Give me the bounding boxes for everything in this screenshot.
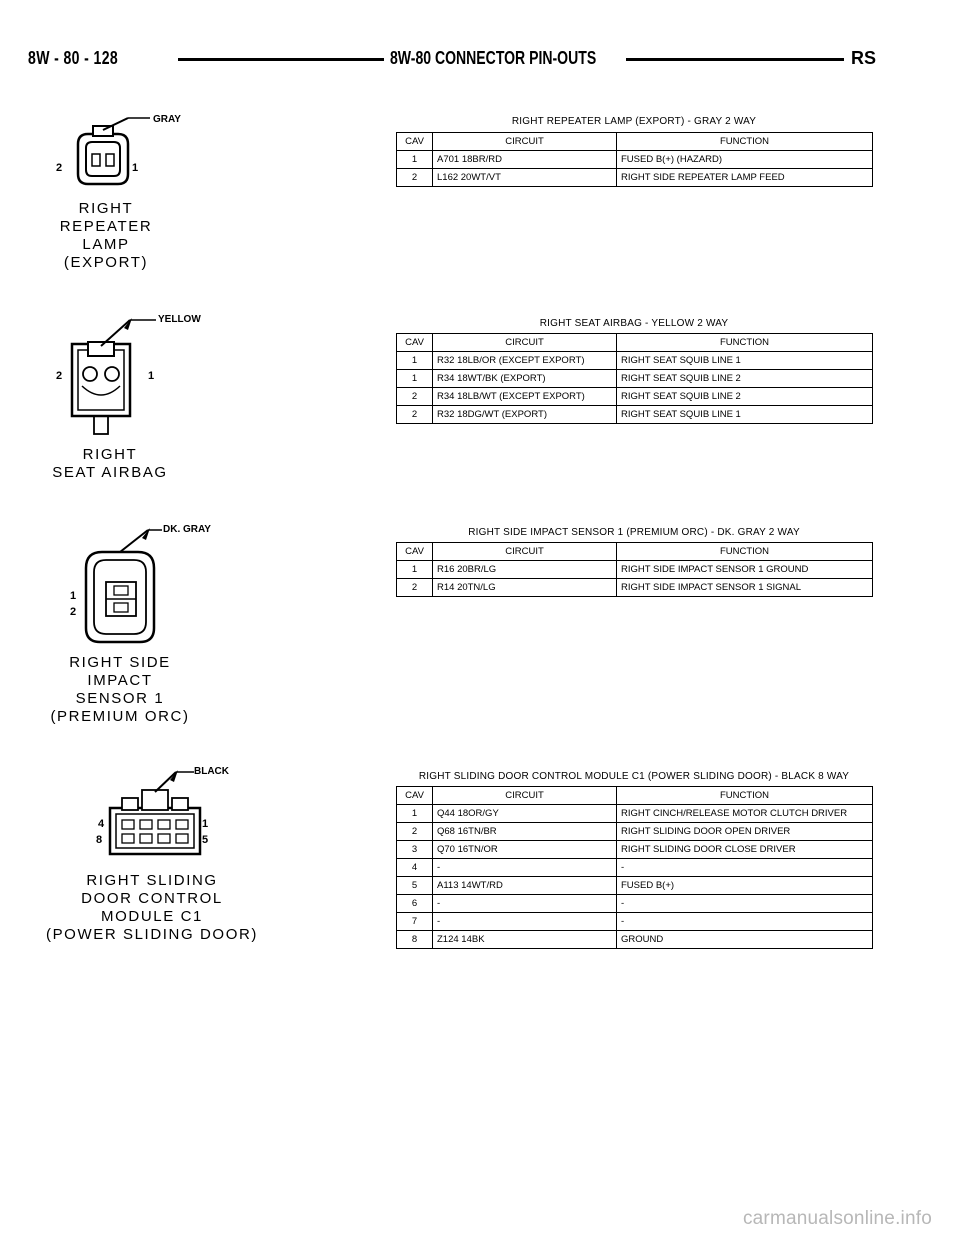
page-header [28, 44, 876, 68]
circuit-cell: Z124 14BK [433, 931, 617, 949]
cavity-cell: 2 [397, 169, 433, 187]
cavity-cell: 1 [397, 352, 433, 370]
cavity-cell: 8 [397, 931, 433, 949]
circuit-cell: - [433, 913, 617, 931]
column-header: FUNCTION [617, 543, 873, 561]
pin-label: 2 [70, 606, 77, 618]
table-row [397, 877, 873, 895]
connector-name-label: RIGHT SIDE IMPACT SENSOR 1 (PREMIUM ORC) [50, 654, 190, 725]
table-header-row [397, 787, 873, 805]
cavity-cell: 1 [397, 805, 433, 823]
cavity-cell: 4 [397, 859, 433, 877]
table-row [397, 913, 873, 931]
connector-name-label: RIGHT SEAT AIRBAG [52, 446, 168, 481]
pin-label: 8 [96, 834, 103, 846]
column-header: FUNCTION [617, 334, 873, 352]
circuit-cell: A113 14WT/RD [433, 877, 617, 895]
circuit-cell: Q70 16TN/OR [433, 841, 617, 859]
function-cell: RIGHT SLIDING DOOR CLOSE DRIVER [617, 841, 873, 859]
table-row [397, 370, 873, 388]
cavity-cell: 5 [397, 877, 433, 895]
column-header: CIRCUIT [433, 133, 617, 151]
connector-color-tag: GRAY [153, 114, 181, 125]
cavity-cell: 2 [397, 406, 433, 424]
function-cell: RIGHT SEAT SQUIB LINE 1 [617, 352, 873, 370]
function-cell: FUSED B(+) [617, 877, 873, 895]
connector-table-title: RIGHT SEAT AIRBAG - YELLOW 2 WAY [539, 318, 729, 329]
circuit-cell: R32 18LB/OR (EXCEPT EXPORT) [433, 352, 617, 370]
pin-label: 5 [202, 834, 209, 846]
circuit-cell: - [433, 859, 617, 877]
circuit-cell: - [433, 895, 617, 913]
column-header: CAV [397, 543, 433, 561]
column-header: CIRCUIT [433, 787, 617, 805]
connector-table-title: RIGHT REPEATER LAMP (EXPORT) - GRAY 2 WAY [511, 116, 757, 127]
circuit-cell: Q44 18OR/GY [433, 805, 617, 823]
vehicle-code: RS [850, 48, 876, 68]
pin-label: 2 [56, 162, 63, 174]
header-rule-right [626, 58, 844, 61]
connector-color-tag: YELLOW [158, 314, 201, 325]
sliding-door-module-connector-diagram [100, 764, 210, 864]
connector-table-title: RIGHT SIDE IMPACT SENSOR 1 (PREMIUM ORC) - DK. GRAY 2 WAY [468, 527, 800, 538]
circuit-cell: R32 18DG/WT (EXPORT) [433, 406, 617, 424]
cavity-cell: 1 [397, 151, 433, 169]
column-header: FUNCTION [617, 787, 873, 805]
header-rule-left [178, 58, 384, 61]
function-cell: - [617, 913, 873, 931]
table-row [397, 169, 873, 187]
table-row [397, 406, 873, 424]
function-cell: RIGHT SEAT SQUIB LINE 2 [617, 388, 873, 406]
pinout-table [396, 786, 873, 949]
column-header: CAV [397, 334, 433, 352]
seat-airbag-connector-diagram [60, 314, 180, 444]
function-cell: RIGHT SEAT SQUIB LINE 2 [617, 370, 873, 388]
table-row [397, 388, 873, 406]
table-row [397, 805, 873, 823]
cavity-cell: 1 [397, 370, 433, 388]
section-title: 8W-80 CONNECTOR PIN-OUTS [390, 48, 597, 68]
column-header: FUNCTION [617, 133, 873, 151]
function-cell: - [617, 859, 873, 877]
table-row [397, 579, 873, 597]
watermark-text: carmanualsonline.info [742, 1208, 932, 1229]
function-cell: FUSED B(+) (HAZARD) [617, 151, 873, 169]
table-row [397, 561, 873, 579]
table-header-row [397, 543, 873, 561]
circuit-cell: R16 20BR/LG [433, 561, 617, 579]
repeater-lamp-connector-diagram [56, 112, 176, 212]
function-cell: RIGHT SEAT SQUIB LINE 1 [617, 406, 873, 424]
column-header: CAV [397, 133, 433, 151]
pinout-table [396, 132, 873, 187]
function-cell: RIGHT SIDE IMPACT SENSOR 1 SIGNAL [617, 579, 873, 597]
table-header-row [397, 334, 873, 352]
function-cell: GROUND [617, 931, 873, 949]
connector-table-title: RIGHT SLIDING DOOR CONTROL MODULE C1 (POWER SLIDING DOOR) - BLACK 8 WAY [418, 771, 850, 782]
function-cell: RIGHT SLIDING DOOR OPEN DRIVER [617, 823, 873, 841]
cavity-cell: 2 [397, 388, 433, 406]
circuit-cell: R34 18WT/BK (EXPORT) [433, 370, 617, 388]
table-row [397, 823, 873, 841]
cavity-cell: 3 [397, 841, 433, 859]
pin-label: 1 [70, 590, 77, 602]
column-header: CIRCUIT [433, 543, 617, 561]
function-cell: RIGHT SIDE IMPACT SENSOR 1 GROUND [617, 561, 873, 579]
page-number: 8W - 80 - 128 [28, 48, 119, 68]
cavity-cell: 7 [397, 913, 433, 931]
function-cell: RIGHT SIDE REPEATER LAMP FEED [617, 169, 873, 187]
table-row [397, 859, 873, 877]
pin-label: 1 [202, 818, 209, 830]
circuit-cell: L162 20WT/VT [433, 169, 617, 187]
function-cell: - [617, 895, 873, 913]
pin-label: 1 [148, 370, 155, 382]
function-cell: RIGHT CINCH/RELEASE MOTOR CLUTCH DRIVER [617, 805, 873, 823]
circuit-cell: Q68 16TN/BR [433, 823, 617, 841]
table-header-row [397, 133, 873, 151]
pinout-table [396, 333, 873, 424]
cavity-cell: 2 [397, 579, 433, 597]
connector-color-tag: DK. GRAY [163, 524, 211, 535]
column-header: CIRCUIT [433, 334, 617, 352]
circuit-cell: R34 18LB/WT (EXCEPT EXPORT) [433, 388, 617, 406]
pin-label: 1 [132, 162, 139, 174]
pin-label: 4 [98, 818, 105, 830]
table-row [397, 895, 873, 913]
circuit-cell: A701 18BR/RD [433, 151, 617, 169]
impact-sensor-connector-diagram [76, 522, 196, 652]
table-row [397, 352, 873, 370]
pinout-table [396, 542, 873, 597]
connector-color-tag: BLACK [194, 766, 229, 777]
connector-name-label: RIGHT REPEATER LAMP (EXPORT) [59, 200, 153, 271]
table-row [397, 841, 873, 859]
cavity-cell: 6 [397, 895, 433, 913]
table-row [397, 931, 873, 949]
table-row [397, 151, 873, 169]
cavity-cell: 2 [397, 823, 433, 841]
circuit-cell: R14 20TN/LG [433, 579, 617, 597]
column-header: CAV [397, 787, 433, 805]
pin-label: 2 [56, 370, 63, 382]
connector-name-label: RIGHT SLIDING DOOR CONTROL MODULE C1 (POWER SLIDING DOOR) [45, 872, 258, 943]
cavity-cell: 1 [397, 561, 433, 579]
